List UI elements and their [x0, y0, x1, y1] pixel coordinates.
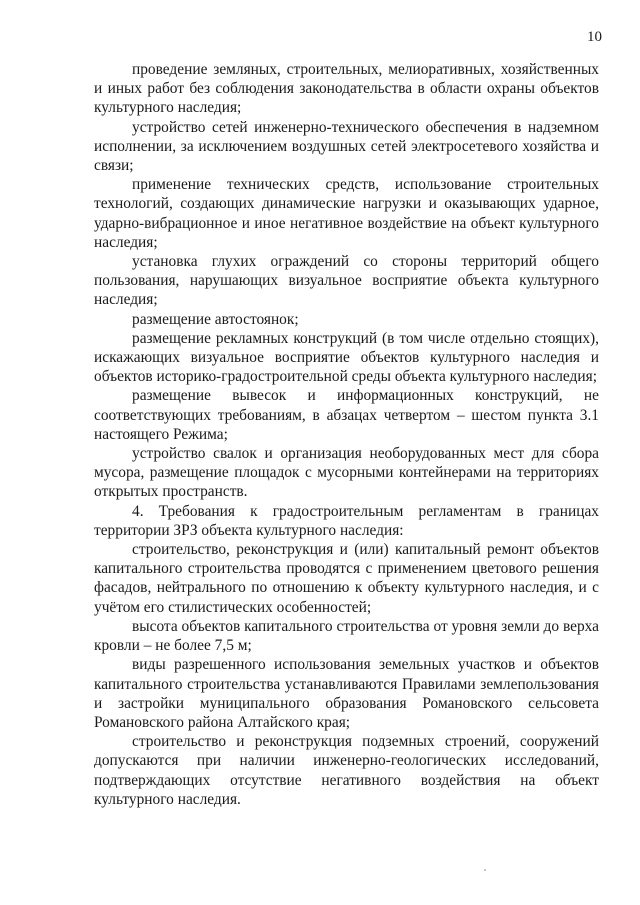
paragraph-permitted-use: виды разрешенного использования земельных участков и объектов капитального строительства устанавливаются Правилами землепользования и застройки муниципального образования Романовского сельсовета Романовского района Алтайского края;	[94, 656, 599, 731]
paragraph-solid-fences: установка глухих ограждений со стороны территорий общего пользования, нарушающих визуальное восприятие объекта культурного наследия;	[94, 253, 599, 309]
paragraph-technical-means: применение технических средств, использование строительных технологий, создающих динамические нагрузки и оказывающих ударное, ударно-вибрационное и иное негативное воздействие на объект культурного наследия;	[94, 176, 599, 251]
paragraph-section-4-heading: 4. Требования к градостроительным регламентам в границах территории ЗРЗ объекта культурного наследия:	[94, 502, 599, 539]
paragraph-advertising: размещение рекламных конструкций (в том числе отдельно стоящих), искажающих визуальное восприятие объектов культурного наследия и объектов историко-градостроительной среды объекта культурного наследия;	[94, 329, 599, 386]
paragraph-signboards: размещение вывесок и информационных конструкций, не соответствующих требованиям, в абзацах четвертом – шестом пункта 3.1 настоящего Режима;	[94, 387, 599, 443]
document-body	[94, 60, 599, 809]
paragraph-construction-colors: строительство, реконструкция и (или) капитальный ремонт объектов капитального строительства проводятся с применением цветового решения фасадов, нейтрального по отношению к объекту культурного наследия, и с учётом его стилистических особенностей;	[94, 541, 599, 616]
paragraph-utility-networks: устройство сетей инженерно-технического обеспечения в надземном исполнении, за исключением воздушных сетей электросетевого хозяйства и связи;	[94, 118, 599, 175]
scan-artifact	[484, 869, 486, 871]
page-number: 10	[587, 29, 602, 45]
paragraph-dumps: устройство свалок и организация необорудованных мест для сбора мусора, размещение площадок с мусорными контейнерами на территориях открытых пространств.	[94, 445, 599, 501]
paragraph-underground: строительство и реконструкция подземных строений, сооружений допускаются при наличии инженерно-геологических исследований, подтверждающих отсутствие негативного воздействия на объект культурного наследия.	[94, 733, 599, 808]
paragraph-height-limit: высота объектов капитального строительства от уровня земли до верха кровли – не более 7,5 м;	[94, 617, 599, 655]
paragraph-earthworks: проведение земляных, строительных, мелиоративных, хозяйственных и иных работ без соблюдения законодательства в области охраны объектов культурного наследия;	[94, 61, 599, 117]
paragraph-parking: размещение автостоянок;	[132, 310, 299, 328]
